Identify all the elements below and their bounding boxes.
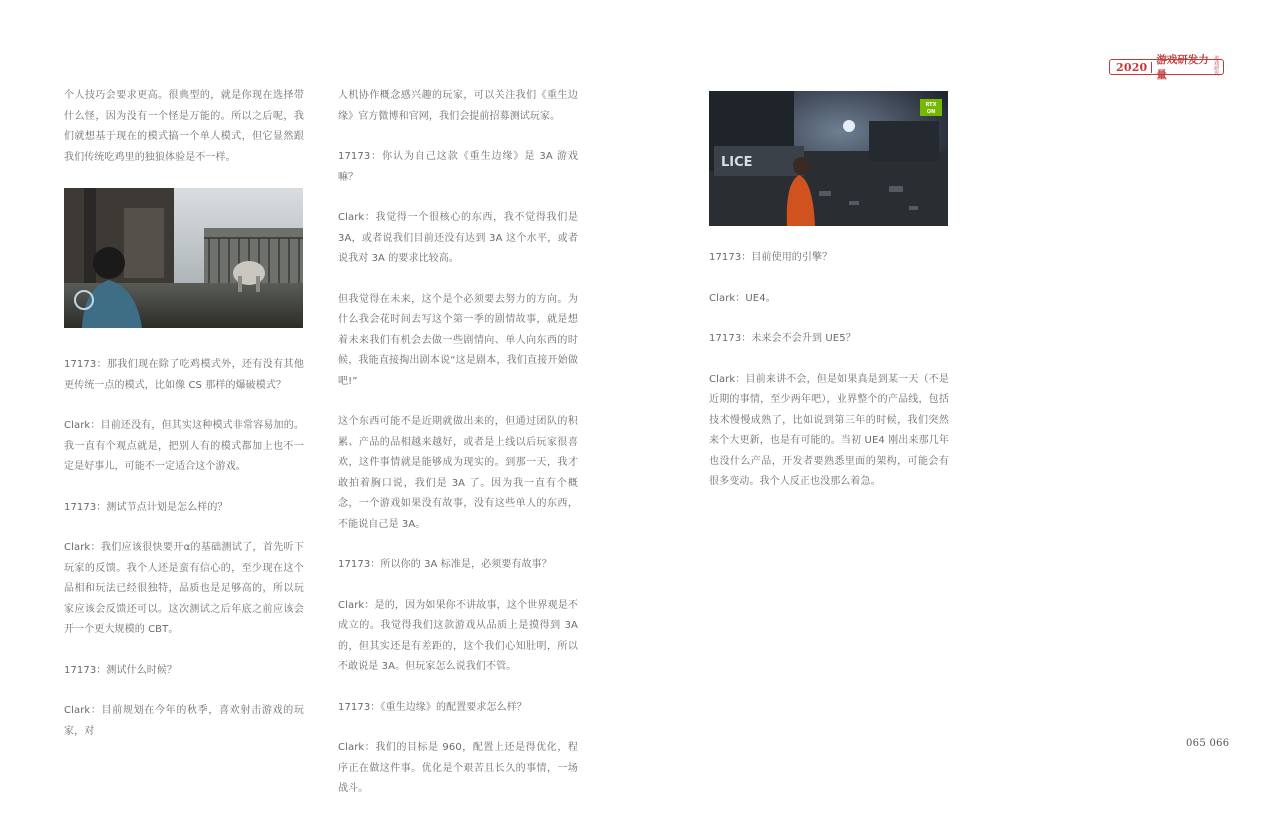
paragraph: Clark：UE4。 — [709, 292, 776, 304]
page-numbers: 065 066 — [1186, 738, 1230, 749]
rtx-badge-line2: ON — [926, 109, 936, 115]
paragraph: 17173：那我们现在除了吃鸡模式外，还有没有其他更传统一点的模式，比如像 CS 那样的爆破模式？ — [64, 359, 304, 391]
paragraph: Clark：目前规划在今年的秋季，喜欢射击游戏的玩家，对 — [64, 705, 304, 737]
header-badge — [1109, 54, 1224, 81]
paragraph: 但我觉得在未来，这个是个必须要去努力的方向。为什么我会花时间去写这个第一季的剧情故事，就是想着未来我们有机会去做一些剧情向、单人向东西的时候，我能直接掏出剧本说“这是剧本，我们直接开始做吧!” — [338, 293, 578, 387]
paragraph: Clark：是的，因为如果你不讲故事，这个世界观是不成立的。我觉得我们这款游戏从品质上是摸得到 3A 的，但其实还是有差距的，这个我们心知肚明，所以不敢说是 3A。但玩家怎么说我们不管。 — [338, 599, 578, 672]
column-1 — [64, 86, 304, 762]
paragraph: Clark：我觉得一个很核心的东西，我不觉得我们是 3A，或者说我们目前还没有达到 3A 这个水平，或者说我对 3A 的要求比较高。 — [338, 212, 578, 264]
paragraph: 个人技巧会要求更高。很典型的，就是你现在选择带什么怪，因为没有一个怪是万能的。所以之后呢，我们就想基于现在的模式搞一个单人模式，但它显然跟我们传统吃鸡里的独狼体验是不一样。 — [64, 90, 304, 163]
paragraph: 这个东西可能不是近期就做出来的，但通过团队的积累、产品的品相越来越好，或者是上线以后玩家很喜欢，这件事情就是能够成为现实的。到那一天，我才敢拍着胸口说，我们是 3A 了。因为我一直有个概念，一个游戏如果没有故事，没有这些单人的东西，不能说自己是 3A。 — [338, 416, 578, 530]
paragraph: Clark：目前还没有，但其实这种模式非常容易加的。我一直有个观点就是，把别人有的模式都加上也不一定是好事儿，可能不一定适合这个游戏。 — [64, 420, 304, 472]
header-divider — [1151, 62, 1152, 73]
game-screenshot-2 — [709, 91, 948, 226]
paragraph: Clark：目前来讲不会，但是如果真是到某一天（不是近期的事情，至少两年吧），业界整个的产品线，包括技术慢慢成熟了，比如说到第三年的时候，我们突然来个大更新，也是有可能的。当初 UE4 刚出来那几年也没什么产品，开发者要熟悉里面的架构，可能会有很多变动。我个人反正也没那么着急。 — [709, 373, 949, 487]
header-title: 游戏研发力量 — [1156, 54, 1209, 81]
game-screenshot-2-image — [709, 91, 948, 226]
header-subtitle: 游戏研发 — [1214, 56, 1220, 77]
paragraph: 17173：《重生边缘》的配置要求怎么样？ — [338, 701, 527, 713]
police-sign-text: LICE — [721, 155, 753, 170]
paragraph: 17173：你认为自己这款《重生边缘》是 3A 游戏嘛？ — [338, 151, 578, 183]
paragraph: 17173：测试节点计划是怎么样的？ — [64, 501, 228, 513]
header-year: 2020 — [1116, 60, 1148, 74]
paragraph: 17173：目前使用的引擎？ — [709, 252, 833, 263]
paragraph: 17173：所以你的 3A 标准是，必须要有故事？ — [338, 559, 552, 570]
paragraph: 17173：未来会不会升到 UE5？ — [709, 333, 856, 344]
paragraph: Clark：我们的目标是 960，配置上还是得优化，程序正在做这件事。优化是个艰苦且长久的事情，一场战斗。 — [338, 742, 578, 794]
paragraph: Clark：我们应该很快要开α的基础测试了，首先听下玩家的反馈。我个人还是蛮有信心的，至少现在这个品相和玩法已经很独特，品质也是足够高的，所以玩家应该会反馈还可以。这次测试之后年底之前应该会开一个更大规模的 CBT。 — [64, 542, 304, 635]
game-screenshot-1-image — [64, 188, 303, 328]
rtx-badge-line1: RTX — [925, 102, 937, 108]
column-3 — [709, 91, 949, 513]
column-2 — [338, 86, 578, 820]
game-screenshot-1 — [64, 188, 303, 328]
paragraph: 人机协作概念感兴趣的玩家，可以关注我们《重生边缘》官方微博和官网，我们会提前招募测试玩家。 — [338, 90, 578, 122]
paragraph: 17173：测试什么时候？ — [64, 664, 178, 676]
